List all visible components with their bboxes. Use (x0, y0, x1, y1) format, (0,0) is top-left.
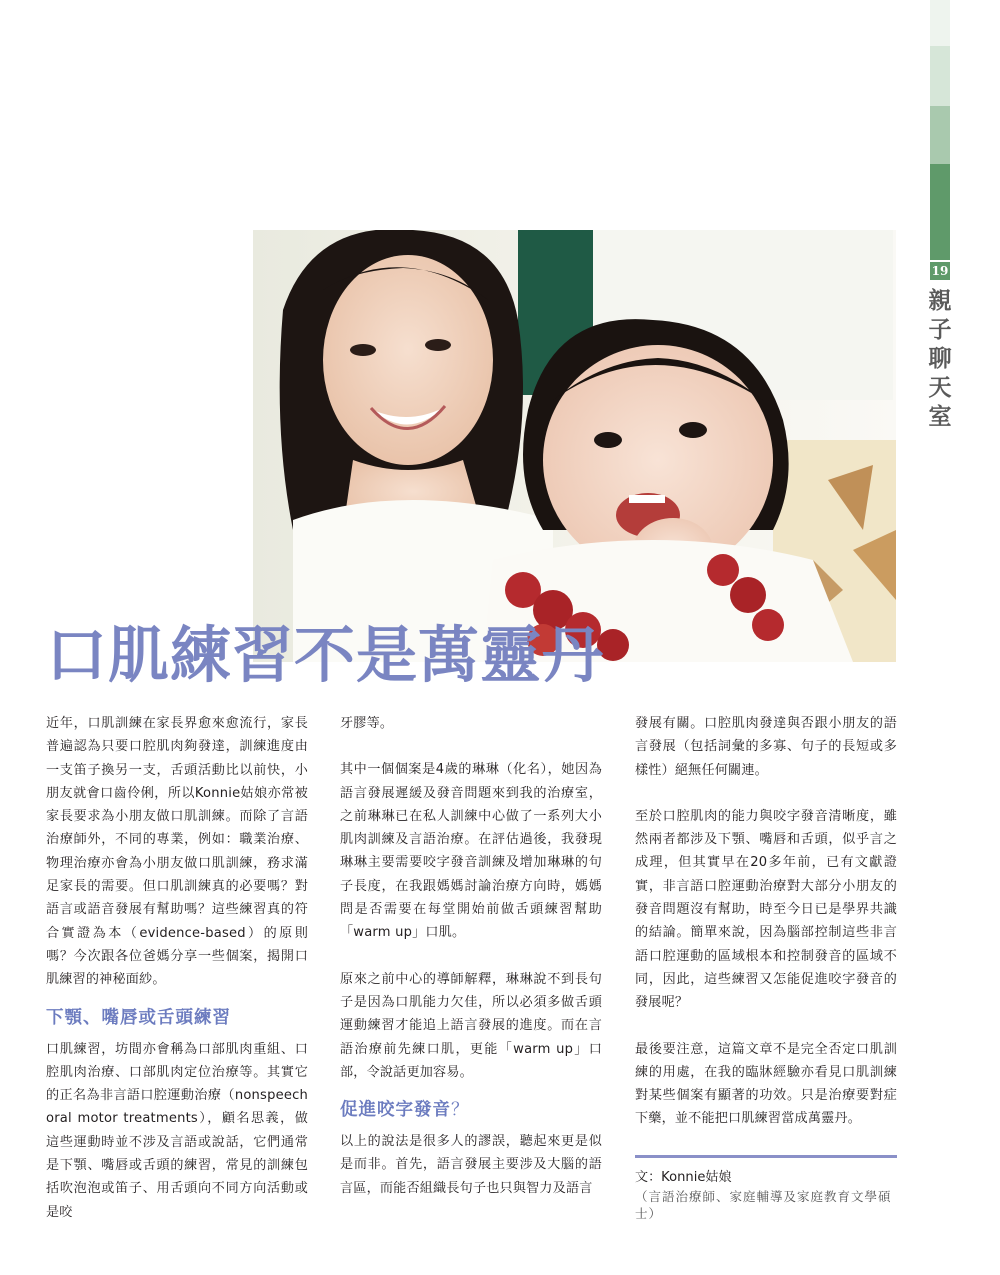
paragraph: 發展有關。口腔肌肉發達與否跟小朋友的語言發展（包括詞彙的多寡、句子的長短或多樣性）絕無任何關連。 (635, 716, 897, 778)
section-name-char: 子 (928, 316, 952, 343)
section-tab-strip-2 (930, 46, 950, 106)
article-column-2 (340, 712, 602, 1200)
paragraph: 近年，口肌訓練在家長界愈來愈流行，家長普遍認為只要口腔肌肉夠發達，訓練進度由一支笛子換另一支，舌頭活動比以前快，小朋友就會口齒伶俐，所以Konnie姑娘亦常被家長要求為小朋友做口肌訓練。而除了言語治療師外，不同的專業，例如：職業治療、物理治療亦會為小朋友做口肌訓練，務求滿足家長的需要。但口肌訓練真的必要嗎？對語言或語音發展有幫助嗎？這些練習真的符合實證為本（evidence-based）的原則嗎？今次跟各位爸媽分享一些個案，揭開口肌練習的神秘面紗。 (46, 716, 308, 988)
page-number: 19 (931, 264, 949, 278)
article-column-3 (635, 712, 897, 1222)
section-tab-strip-3 (930, 106, 950, 164)
section-name-char: 親 (928, 287, 952, 314)
author-byline: 文：Konnie姑娘 (635, 1169, 732, 1185)
photo-illustration (253, 230, 896, 662)
divider (635, 1155, 897, 1158)
article-title: 口肌練習不是萬靈丹 (46, 620, 605, 691)
section-name-char: 室 (928, 403, 952, 430)
paragraph: 其中一個個案是4歲的琳琳（化名），她因為語言發展遲緩及發音問題來到我的治療室，之前琳琳已在私人訓練中心做了一系列大小肌肉訓練及言語治療。在評估過後，我發現琳琳主要需要咬字發音訓練及增加琳琳的句子長度，在我跟媽媽討論治療方向時，媽媽問是否需要在每堂開始前做舌頭練習幫助「warm up」口肌。 (340, 762, 602, 941)
paragraph: 口肌練習，坊間亦會稱為口部肌肉重組、口腔肌肉治療、口部肌肉定位治療等。其實它的正名為非言語口腔運動治療（nonspeech oral motor treatments），顧名思義，做這些運動時並不涉及言語或說話，它們通常是下顎、嘴唇或舌頭的練習，常見的訓練包括吹泡泡或笛子、用舌頭向不同方向活動或是咬 (46, 1041, 308, 1220)
paragraph: 至於口腔肌肉的能力與咬字發音清晰度，雖然兩者都涉及下顎、嘴唇和舌頭，似乎言之成理，但其實早在20多年前，已有文獻證實，非言語口腔運動治療對大部分小朋友的發音問題沒有幫助，時至今日已是學界共識的結論。簡單來說，因為腦部控制這些非言語口腔運動的區域根本和控制發音的區域不同，因此，這些練習又怎能促進咬字發音的發展呢？ (635, 808, 897, 1011)
section-tab-strip-1 (930, 0, 950, 46)
section-heading: 下顎、嘴唇或舌頭練習 (46, 1007, 231, 1028)
paragraph: 牙膠等。 (340, 716, 394, 731)
section-tab-strip-4 (930, 164, 950, 260)
article-column-1 (46, 712, 308, 1224)
author-credentials: （言語治療師、家庭輔導及家庭教育文學碩士） (635, 1188, 892, 1221)
section-heading-text: 促進咬字發音 (340, 1100, 451, 1121)
section-heading (340, 1096, 602, 1124)
paragraph: 原來之前中心的導師解釋，琳琳說不到長句子是因為口肌能力欠佳，所以必須多做舌頭運動練習才能追上語言發展的進度。而在言語治療前先練口肌，更能「warm up」口部，令說話更加容易。 (340, 971, 602, 1080)
section-name-char: 天 (928, 374, 952, 401)
paragraph: 以上的說法是很多人的謬誤，聽起來更是似是而非。首先，語言發展主要涉及大腦的語言區，而能否組織長句子也只與智力及語言 (340, 1134, 602, 1196)
paragraph: 最後要注意，這篇文章不是完全否定口肌訓練的用處，在我的臨牀經驗亦看見口肌訓練對某些個案有顯著的功效。只是治療要對症下藥，並不能把口肌練習當成萬靈丹。 (635, 1041, 897, 1127)
section-name (928, 286, 952, 431)
mother-and-toddler-photo (253, 230, 896, 662)
section-name-char: 聊 (928, 345, 952, 372)
section-heading-question-mark: ？ (451, 1100, 470, 1121)
